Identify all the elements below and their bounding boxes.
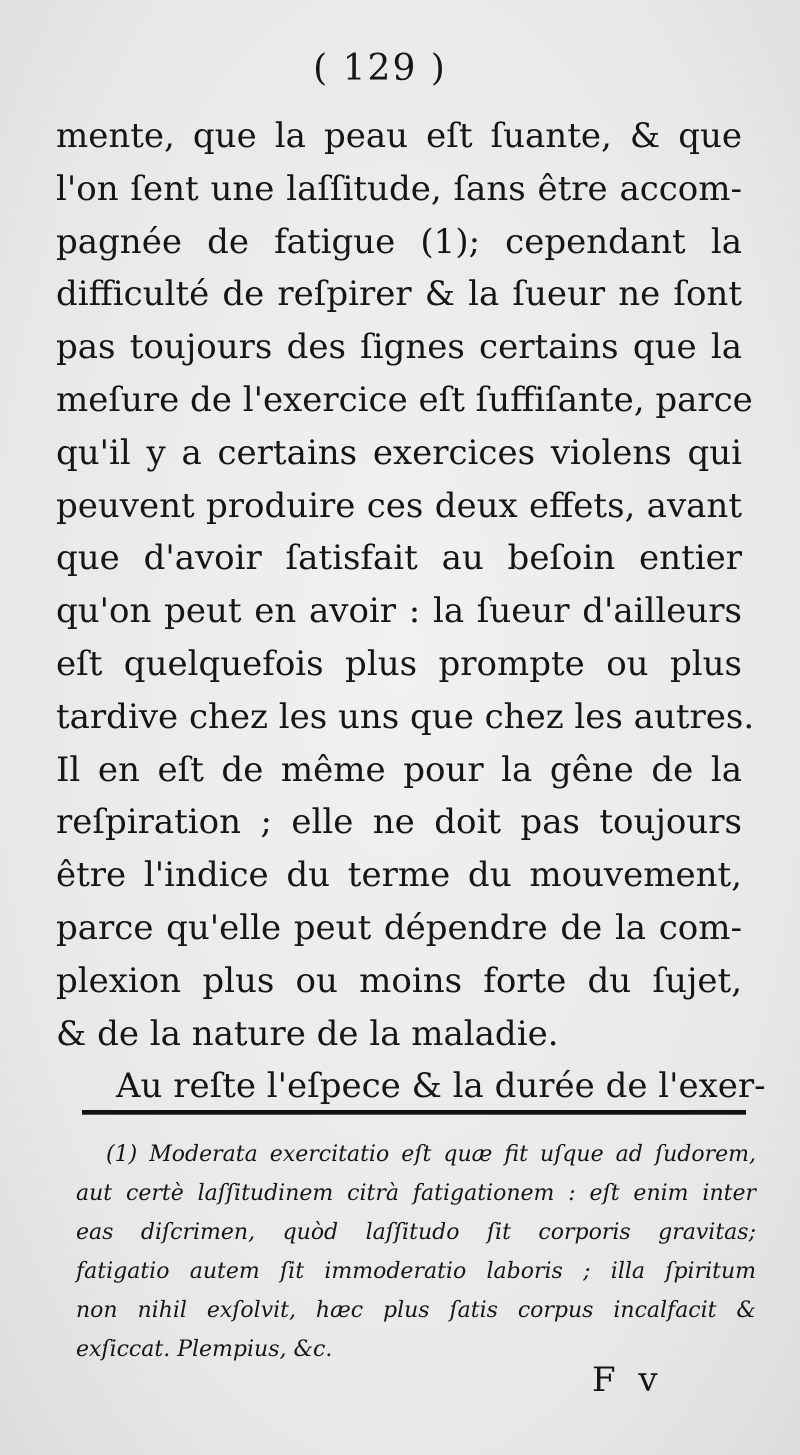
footnote-line: aut certè laſſitudinem citrà fatigationem : eſt enim inter: [76, 1181, 756, 1206]
page-number: ( 129 ): [313, 48, 447, 89]
text-line: être l'indice du terme du mouvement,: [56, 855, 742, 896]
footnote-line: exſiccat. Plempius, &c.: [76, 1337, 333, 1362]
text-line: l'on ſent une laſſitude, ſans être accom-: [56, 168, 742, 209]
main-text: [56, 110, 766, 1113]
text-line: peuvent produire ces deux effets, avant: [56, 485, 742, 526]
text-line: tardive chez les uns que chez les autres.: [56, 696, 755, 737]
footnote-divider: [82, 1110, 746, 1115]
signature-mark: F v: [592, 1360, 664, 1400]
text-line: parce qu'elle peut dépendre de la com-: [56, 907, 742, 948]
footnote: [76, 1135, 756, 1369]
text-line: plexion plus ou moins forte du ſujet,: [56, 960, 742, 1001]
footnote-line: fatigatio autem ſit immoderatio laboris ; illa ſpiritum: [76, 1259, 756, 1284]
text-line: qu'on peut en avoir : la ſueur d'ailleurs: [56, 591, 742, 632]
text-line: eſt quelquefois plus prompte ou plus: [56, 643, 742, 684]
footnote-line: (1) Moderata exercitatio eſt quæ fit uſque ad ſudorem,: [106, 1142, 756, 1167]
text-line: reſpiration ; elle ne doit pas toujours: [56, 802, 742, 843]
footnote-line: eas diſcrimen, quòd laſſitudo ſit corporis gravitas;: [76, 1220, 756, 1245]
text-line: & de la nature de la maladie.: [56, 1013, 559, 1054]
text-line: meſure de l'exercice eſt ſuffiſante, parce: [56, 379, 753, 420]
text-line: pas toujours des ſignes certains que la: [56, 327, 742, 368]
footnote-line: non nihil exſolvit, hæc plus ſatis corpus incalfacit &: [76, 1298, 756, 1323]
text-line: Au reſte l'eſpece & la durée de l'exer-: [116, 1066, 766, 1107]
text-line: mente, que la peau eſt ſuante, & que: [56, 116, 742, 156]
text-line: difficulté de reſpirer & la ſueur ne ſont: [56, 274, 742, 315]
text-line: pagnée de fatigue (1); cependant la: [56, 221, 742, 262]
text-line: que d'avoir ſatisfait au beſoin entier: [56, 538, 742, 579]
text-line: Il en eſt de même pour la gêne de la: [56, 749, 742, 790]
text-line: qu'il y a certains exercices violens qui: [56, 432, 742, 473]
